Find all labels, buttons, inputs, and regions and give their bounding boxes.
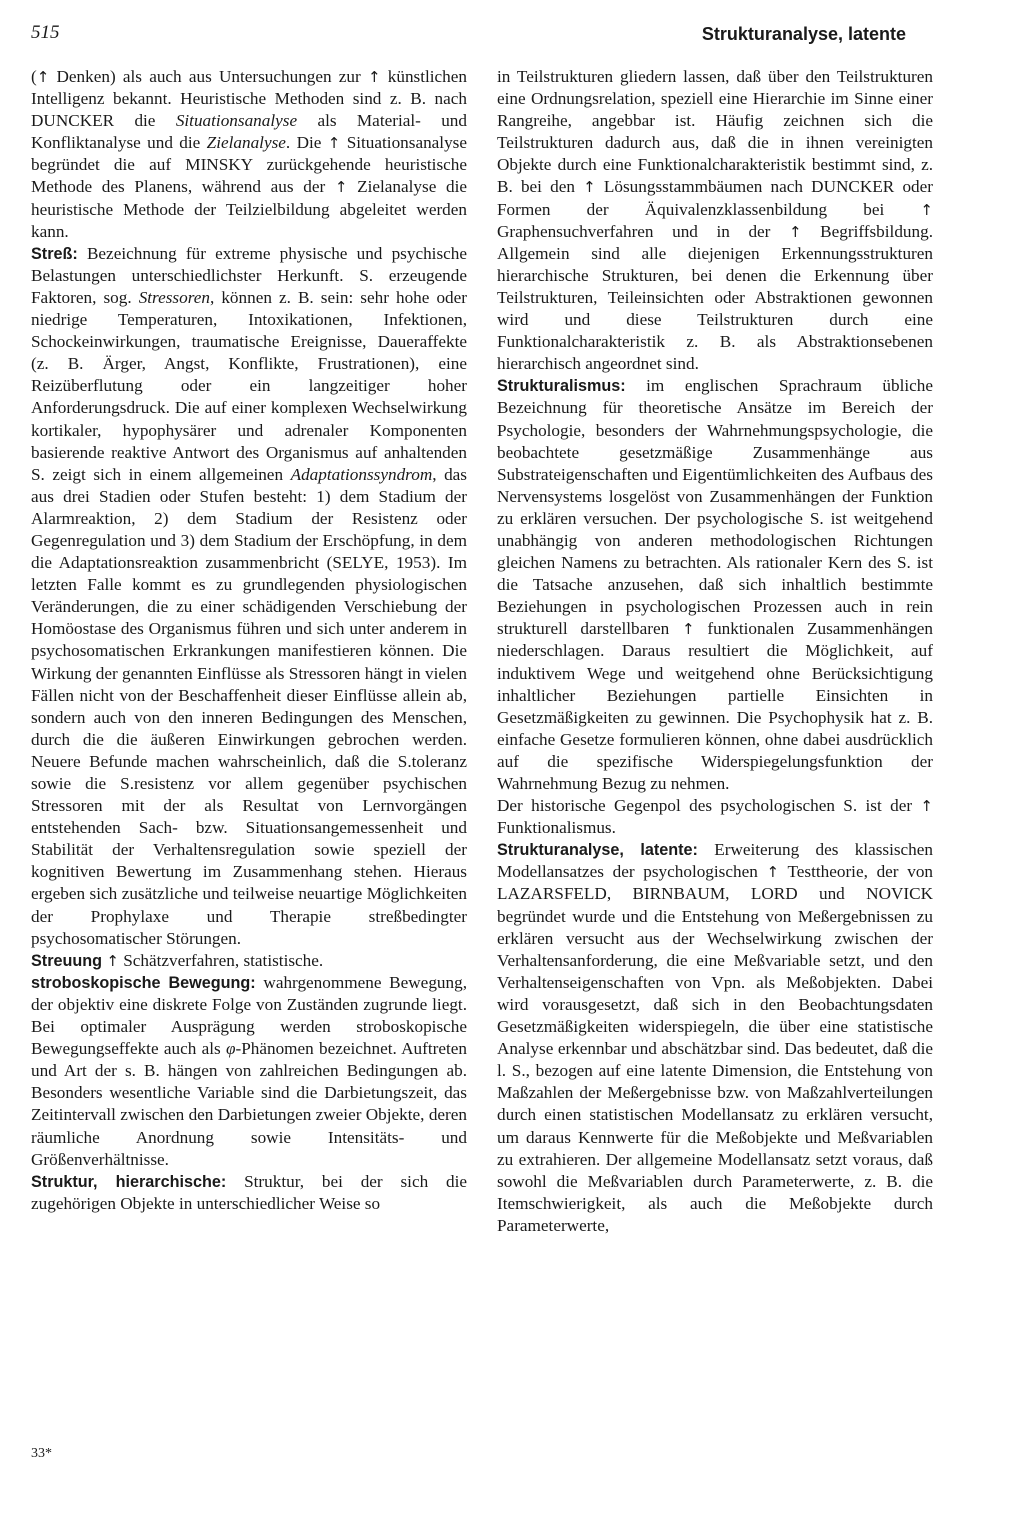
- entry-emphasis: φ: [225, 1039, 236, 1059]
- entry-emphasis: Stressoren: [138, 287, 210, 307]
- entry-text: Struktur, bei der sich die zugehörigen Objekte in unterschiedlicher Weise so: [31, 1171, 467, 1213]
- entry-emphasis: Zielanalyse: [206, 133, 286, 153]
- entry-text: Denken) als auch aus Untersuchungen zur: [49, 67, 368, 86]
- entry-text: Erweiterung des klassischen Modellansatzes der psychologischen: [497, 840, 933, 882]
- entry-text: funktionalen Zusammenhängen niederschlagen. Daraus resultiert die Möglichkeit, auf induktivem Wege und weitgehend ohne Berücksichtigung inhaltlicher Beziehungen partielle Einsichten in Gesetzmäßigkeiten zu gewinnen. Die Psychophysik hat z. B. einfache Gesetze formulieren können, ohne dabei ausdrücklich auf die spezifische Widerspiegelungsfunktion der Wahrnehmung Bezug zu nehmen.: [497, 619, 934, 793]
- left-column: [31, 66, 467, 1215]
- entry-text: künstlichen Intelligenz bekannt. Heuristische Methoden sind z. B. nach DUNCKER die: [31, 67, 467, 131]
- entry-emphasis: Situationsanalyse: [175, 111, 298, 131]
- cross-reference-arrow-icon: ↑: [583, 178, 596, 197]
- cross-reference-arrow-icon: ↑: [106, 951, 119, 970]
- entry-text: wahrgenommene Bewegung, der objektiv eine diskrete Folge von Zuständen zugrunde liegt. Bei optimaler Ausprägung werden stroboskopische Bewegungseffekte auch als: [31, 972, 467, 1059]
- dictionary-entry: [31, 1171, 467, 1215]
- running-head: Strukturanalyse, latente: [701, 24, 906, 44]
- entry-text: Lösungsstammbäumen nach DUNCKER oder Formen der Äquivalenzklassenbildung bei: [497, 177, 933, 219]
- entry-text: Begriffsbildung. Allgemein sind alle diejenigen Erkennungsstrukturen hierarchische Strukturen, bei denen die Erkennung über Teilstrukturen, Teileinsichten oder Abstraktionen gewonnen wird und diese Teilstrukturen durch eine Funktionalcharakteristik z. B. als Abstraktionsebenen hierarchisch angeordnet sind.: [497, 221, 933, 374]
- cross-reference-arrow-icon: ↑: [766, 863, 780, 882]
- cross-reference-arrow-icon: ↑: [367, 68, 381, 86]
- entry-text: in Teilstrukturen gliedern lassen, daß über den Teilstrukturen eine Ordnungsrelation, speziell eine Hierarchie im Sinne einer Rangreihe, angebbar ist. Häufig zeichnen sich die Teilstrukturen dadurch aus, daß die in ihnen vereinigten Objekte durch eine Funktionalcharakteristik bestimmt sind, z. B. bei den: [497, 67, 933, 197]
- sheet-signature: 33*: [31, 1446, 52, 1461]
- cross-reference-arrow-icon: ↑: [681, 620, 695, 639]
- entry-text: (: [31, 67, 37, 86]
- entry-headword: Struktur, hierarchische:: [31, 1172, 227, 1191]
- right-column: [497, 66, 933, 1237]
- entry-text: -Phänomen bezeichnet. Auftreten und Art der s. B. hängen von zahlreichen Bedingungen ab. Besonders wesentliche Variable sind die Darbietungszeit, das Zeitintervall zwischen den Darbietungen zweier Objekte, deren räumliche Anordnung sowie Intensitäts- und Größenverhältnisse.: [31, 1039, 467, 1169]
- cross-reference-arrow-icon: ↑: [920, 200, 933, 219]
- entry-text: Bezeichnung für extreme physische und psychische Belastungen unterschiedlichster Herkunft. S. erzeugende Faktoren, sog.: [31, 243, 467, 307]
- entry-text: Der historische Gegenpol des psychologischen S. ist der: [497, 796, 921, 816]
- entry-headword: Strukturanalyse, latente:: [497, 841, 698, 860]
- entry-text: , können z. B. sein: sehr hohe oder niedrige Temperaturen, Intoxikationen, Infektionen, Schockeinwirkungen, traumatische Ereignisse, Daueraffekte (z. B. Ärger, Angst, Konflikte, Frustrationen), eine Reizüberflutung oder ein langzeitiger hoher Anforderungsdruck. Die auf einer komplexen Wechselwirkung kortikaler, hypophysärer und adrenaler Komponenten basierende reaktive Antwort des Organismus auf anhaltenden S. zeigt sich in einem allgemeinen: [31, 287, 467, 484]
- entry-text: Situationsanalyse begründet die auf MINSKY zurückgehende heuristische Methode des Planens, während aus der: [31, 133, 467, 197]
- cross-reference-arrow-icon: ↑: [327, 134, 341, 153]
- entry-headword: stroboskopische Bewegung:: [31, 973, 256, 992]
- dictionary-entry: [31, 66, 467, 243]
- cross-reference-arrow-icon: ↑: [920, 797, 933, 816]
- dictionary-entry: [497, 839, 933, 1237]
- page-number: 515: [31, 22, 60, 43]
- entry-headword: Streuung: [31, 951, 103, 970]
- dictionary-entry: [31, 972, 467, 1171]
- cross-reference-arrow-icon: ↑: [334, 178, 348, 197]
- entry-text: Testtheorie, der von LAZARSFELD, BIRNBAUM, LORD und NOVICK begründet wurde und die Entstehung von Meßergebnissen zu erklären versucht aus der Wechselwirkung zwischen der Verhaltensanforderung, die eine Meßvariable setzt, und den Verhaltenseigenschaften von Vpn. als Meßobjekten. Dabei wird vorausgesetzt, daß sich in den Beobachtungsdaten Gesetzmäßigkeiten widerspiegeln, die über eine statistische Analyse erkennbar und abschätzbar sind. Das bedeutet, daß die l. S., bezogen auf eine latente Dimension, die Entstehung von Maßzahlen der Meßergebnisse bzw. von Maßzahlverteilungen durch einen statistischen Modellansatz zu erklären versucht, um daraus Kennwerte für die Meßobjekte und Meßvariablen zu extrahieren. Der allgemeine Modellansatz setzt voraus, daß sowohl die Meßvariablen durch Parameterwerte, z. B. die Itemschwierigkeit, als auch die Meßobjekte durch Parameterwerte,: [497, 862, 934, 1235]
- dictionary-entry: [497, 375, 933, 795]
- dictionary-entry: [497, 66, 933, 375]
- dictionary-entry: [31, 950, 467, 972]
- dictionary-entry: [497, 795, 933, 839]
- dictionary-entry: [31, 243, 467, 950]
- entry-headword: Streß:: [31, 244, 78, 263]
- entry-emphasis: Adaptationssyndrom: [290, 464, 433, 484]
- entry-text: Schätzverfahren, statistische.: [118, 950, 324, 970]
- entry-text: Zielanalyse die heuristische Methode der Teilzielbildung abgeleitet werden kann.: [31, 177, 467, 241]
- entry-text: als Material- und Konfliktanalyse und die: [31, 111, 467, 153]
- entry-text: Graphensuchverfahren und in der: [497, 221, 789, 241]
- entry-text: Funktionalismus.: [497, 818, 616, 838]
- entry-headword: Strukturalismus:: [497, 377, 626, 396]
- entry-text: , das aus drei Stadien oder Stufen besteht: 1) dem Stadium der Alarmreaktion, 2) dem Stadium der Resistenz oder Gegenregulation und 3) dem Stadium der Erschöpfung, in dem die Adaptationsreaktion zusammenbricht (SELYE, 1953). Im letzten Falle kommt es zu grundlegenden physiologischen Veränderungen, die zu einer schädigenden Verschiebung der Homöostase des Organismus führen und sich unter anderem in psychosomatischen Erkrankungen manifestieren können. Die Wirkung der genannten Einflüsse als Stressoren hängt in vielen Fällen nicht von der Beschaffenheit dieser Einflüsse allein ab, sondern auch von den inneren Bedingungen des Menschen, durch die die äußeren Einwirkungen gebrochen werden. Neuere Befunde machen wahrscheinlich, daß die S.toleranz sowie die S.resistenz vor allem gegenüber psychischen Stressoren mit der als Resultat von Lernvorgängen entstehenden Sach- bzw. Situationsangemessenheit und Stabilität der Verhaltensregulation sowie speziell der kognitiven Bewertung im Zusammenhang stehen. Hieraus ergeben sich zusätzliche und teilweise neuartige Möglichkeiten der Prophylaxe und Therapie streßbedingter psychosomatischer Störungen.: [31, 464, 467, 948]
- cross-reference-arrow-icon: ↑: [789, 222, 802, 241]
- cross-reference-arrow-icon: ↑: [36, 68, 50, 86]
- entry-text: im englischen Sprachraum übliche Bezeichnung für theoretische Ansätze im Bereich der Psychologie, besonders der Wahrnehmungspsychologie, die beobachtete gesetzmäßige Zusammenhänge aus Substrateigenschaften und Eigentümlichkeiten des Aufbaus des Nervensystems losgelöst von Zusammenhängen der Funktion zu erklären versuchen. Der psychologische S. ist weitgehend unabhängig von anderen methodologischen Richtungen gleichen Namens zu betrachten. Als rationaler Kern des S. ist die Tatsache anzusehen, daß sich inhaltlich bestimmte Beziehungen in psychologischen Prozessen auch in rein strukturell darstellbaren: [497, 376, 933, 639]
- entry-text: . Die: [285, 133, 328, 153]
